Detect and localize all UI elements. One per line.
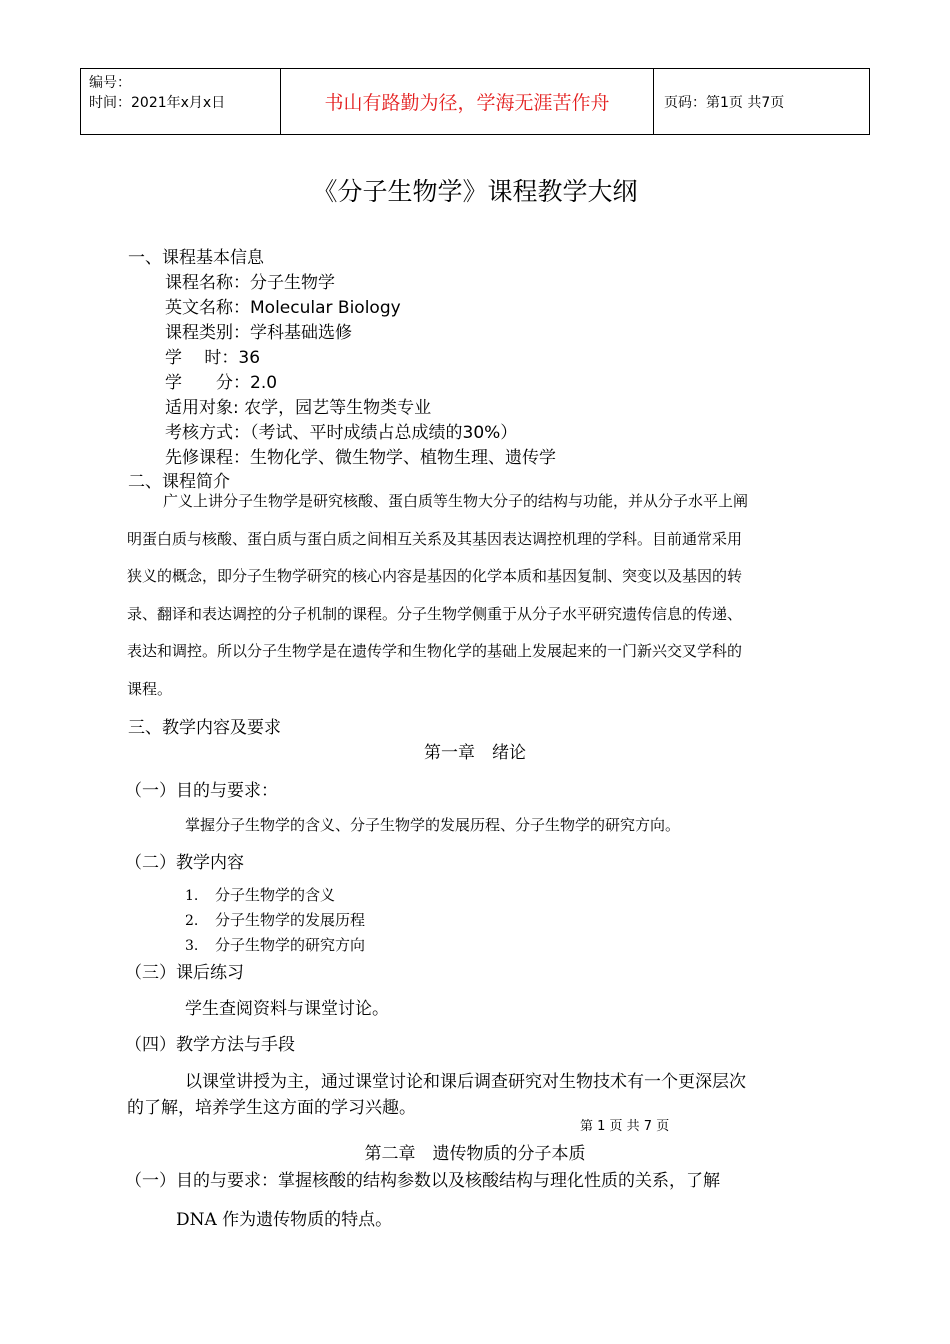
ch1-method-heading: （四）教学方法与手段	[125, 1035, 295, 1055]
ch1-method-line: 以课堂讲授为主，通过课堂讨论和课后调查研究对生物技术有一个更深层次	[185, 1072, 746, 1092]
motto-text: 书山有路勤为径，学海无涯苦作舟	[324, 92, 610, 114]
ch1-goals-text: 掌握分子生物学的含义、分子生物学的发展历程、分子生物学的研究方向。	[185, 816, 681, 834]
ch2-goals-line: DNA 作为遗传物质的特点。	[176, 1210, 393, 1230]
section1-heading: 一、课程基本信息	[128, 248, 264, 268]
page-code-cell	[654, 69, 869, 134]
item-text: 分子生物学的含义	[215, 886, 336, 904]
course-prerequisites: 先修课程：生物化学、微生物学、植物生理、遗传学	[165, 448, 556, 468]
header-table	[80, 68, 870, 135]
ch1-content-item	[185, 934, 365, 955]
intro-line: 表达和调控。所以分子生物学是在遗传学和生物化学的基础上发展起来的一门新兴交叉学科的	[127, 642, 743, 661]
item-number: 1.	[185, 888, 199, 904]
course-category: 课程类别：学科基础选修	[165, 323, 352, 343]
item-text: 分子生物学的发展历程	[215, 911, 366, 929]
item-text: 分子生物学的研究方向	[215, 936, 366, 954]
item-number: 3.	[185, 938, 199, 954]
course-name: 课程名称：分子生物学	[165, 273, 335, 293]
ch1-exercise-text: 学生查阅资料与课堂讨论。	[185, 999, 389, 1019]
ch1-goals-heading: （一）目的与要求：	[125, 781, 278, 801]
page-code-text: 页码：第1页 共7页	[664, 94, 785, 111]
ch1-content-item	[185, 909, 365, 930]
header-info-cell	[81, 69, 281, 134]
ch1-method-line: 的了解，培养学生这方面的学习兴趣。	[127, 1098, 416, 1118]
course-hours: 学 时：36	[165, 348, 261, 368]
intro-line: 狭义的概念，即分子生物学研究的核心内容是基因的化学本质和基因复制、突变以及基因的转	[127, 567, 743, 586]
intro-line: 课程。	[127, 679, 173, 698]
page-footer: 第 1 页 共 7 页	[580, 1119, 670, 1134]
chapter2-title: 第二章 遗传物质的分子本质	[364, 1144, 586, 1164]
ch1-exercise-heading: （三）课后练习	[125, 963, 244, 983]
course-assessment: 考核方式：（考试、平时成绩占总成绩的30%）	[165, 423, 518, 443]
ch2-goals-line: （一）目的与要求：掌握核酸的结构参数以及核酸结构与理化性质的关系，了解	[125, 1171, 720, 1191]
motto-cell	[281, 69, 654, 134]
section2-heading: 二、课程简介	[128, 472, 230, 492]
course-audience: 适用对象: 农学，园艺等生物类专业	[165, 398, 432, 418]
item-number: 2.	[185, 913, 199, 929]
english-name: 英文名称：Molecular Biology	[165, 298, 401, 318]
number-label: 编号：	[89, 75, 131, 91]
course-credits: 学 分：2.0	[165, 373, 278, 393]
document-title: 《分子生物学》课程教学大纲	[312, 177, 638, 206]
ch1-content-item	[185, 884, 335, 905]
course-intro-paragraph	[127, 483, 827, 709]
time-label: 时间：2021年x月x日	[89, 95, 226, 111]
intro-line: 广义上讲分子生物学是研究核酸、蛋白质等生物大分子的结构与功能，并从分子水平上阐	[163, 492, 749, 510]
intro-line: 录、翻译和表达调控的分子机制的课程。分子生物学侧重于从分子水平研究遗传信息的传递、	[127, 604, 743, 623]
intro-line: 明蛋白质与核酸、蛋白质与蛋白质之间相互关系及其基因表达调控机理的学科。目前通常采用	[127, 529, 743, 548]
section3-heading: 三、教学内容及要求	[128, 718, 281, 738]
chapter1-title: 第一章 绪论	[424, 743, 526, 763]
ch1-content-heading: （二）教学内容	[125, 853, 244, 873]
